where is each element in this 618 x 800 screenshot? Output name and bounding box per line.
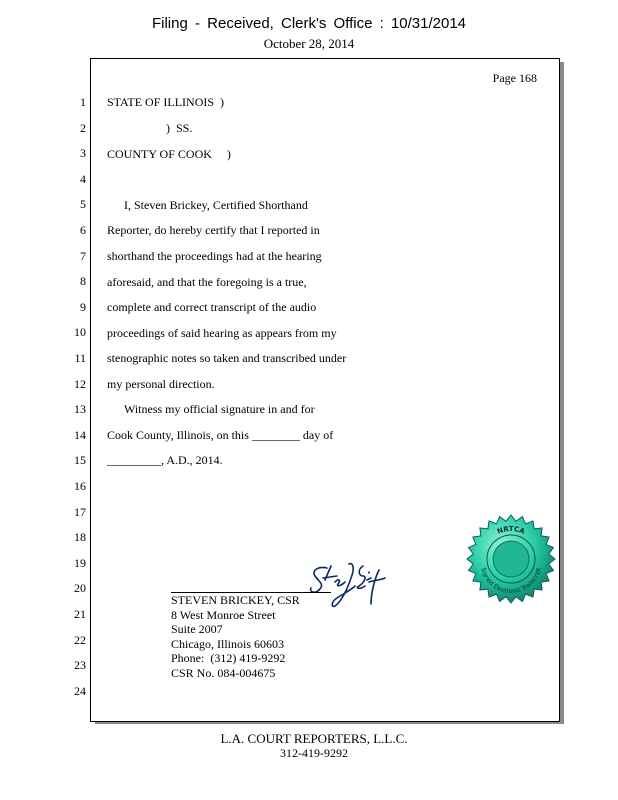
line-number: 18 <box>74 530 86 545</box>
filing-stamp: Filing - Received, Clerk's Office : 10/31/2014 <box>151 15 467 32</box>
line-number: 13 <box>74 402 86 417</box>
line-number: 17 <box>74 504 86 519</box>
line-number: 12 <box>74 376 86 391</box>
line-number: 1 <box>80 95 86 109</box>
line-1-text: STATE OF ILLINOIS ) <box>107 95 225 109</box>
line-number: 9 <box>80 299 86 314</box>
handwritten-signature <box>305 558 395 619</box>
line-number: 22 <box>74 632 86 647</box>
svg-text:NRTCA: NRTCA <box>496 524 526 536</box>
footer-phone: 312-419-9292 <box>280 746 348 760</box>
reporter-city: Chicago, Illinois 60603 <box>171 636 284 651</box>
footer-company: L.A. COURT REPORTERS, L.L.C. <box>220 731 408 746</box>
page-number: Page 168 <box>492 71 537 85</box>
line-5-text: I, Steven Brickey, Certified Shorthand <box>124 198 308 212</box>
line-number: 3 <box>80 146 86 161</box>
line-11-text: stenographic notes so taken and transcribed under <box>107 351 347 365</box>
line-number: 20 <box>74 581 86 596</box>
line-3-text: COUNTY OF COOK ) <box>107 147 231 161</box>
reporter-name: STEVEN BRICKEY, CSR <box>171 593 300 607</box>
line-number: 16 <box>74 479 86 493</box>
line-10-text: proceedings of said hearing as appears from my <box>107 326 337 340</box>
line-12-text: my personal direction. <box>107 377 215 391</box>
line-number: 15 <box>74 453 86 468</box>
line-number: 4 <box>80 171 86 186</box>
line-number: 23 <box>74 658 86 673</box>
line-15-text: _________, A.D., 2014. <box>107 453 223 467</box>
line-9-text: complete and correct transcript of the audio <box>107 300 317 314</box>
svg-text:Signed Electronic Transcript: Signed Electronic Transcript <box>479 567 543 596</box>
nrtca-seal-icon <box>465 513 557 610</box>
line-number: 19 <box>74 555 86 570</box>
line-7-text: shorthand the proceedings had at the hearing <box>107 249 322 263</box>
line-number: 6 <box>80 223 86 237</box>
line-number: 21 <box>74 607 86 621</box>
line-14-text: Cook County, Illinois, on this ________ day of <box>107 428 334 442</box>
transcript-date: October 28, 2014 <box>263 36 355 51</box>
line-number: 8 <box>80 274 86 289</box>
line-8-text: aforesaid, and that the foregoing is a true, <box>107 275 307 289</box>
reporter-suite: Suite 2007 <box>171 622 223 636</box>
reporter-address-block <box>171 593 300 680</box>
reporter-phone: Phone: (312) 419-9292 <box>171 651 286 665</box>
line-number: 5 <box>80 197 86 212</box>
reporter-csr: CSR No. 084-004675 <box>171 665 276 680</box>
reporter-street: 8 West Monroe Street <box>171 607 276 622</box>
line-number: 11 <box>74 351 86 365</box>
line-number: 14 <box>74 427 86 442</box>
line-number: 7 <box>80 248 86 263</box>
line-number: 10 <box>74 325 86 340</box>
line-number: 2 <box>80 120 86 135</box>
line-2-text: ) SS. <box>166 121 193 135</box>
line-6-text: Reporter, do hereby certify that I reported in <box>107 223 320 237</box>
line-13-text: Witness my official signature in and for <box>124 402 315 416</box>
line-number: 24 <box>74 683 86 698</box>
